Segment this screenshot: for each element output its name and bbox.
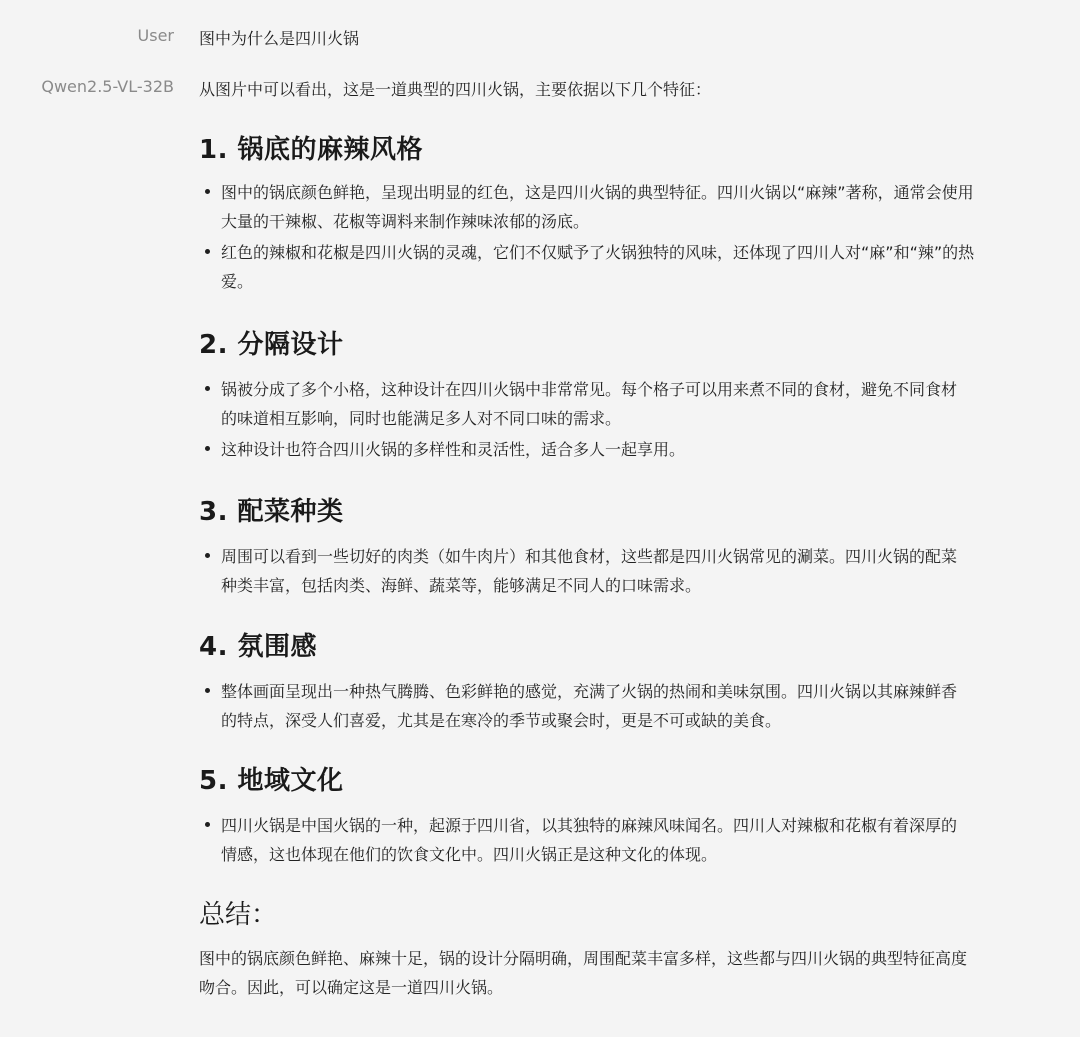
summary-paragraph — [199, 944, 1019, 1002]
bullet-line: 情感，这也体现在他们的饮食文化中。四川火锅正是这种文化的体现。 — [221, 845, 718, 864]
bullet-line: 大量的干辣椒、花椒等调料来制作辣味浓郁的汤底。 — [221, 212, 590, 231]
user-speaker-label: User — [137, 26, 174, 45]
section-heading: 5. 地域文化 — [199, 766, 344, 796]
summary-heading: 总结： — [199, 900, 278, 930]
bullet-dot — [205, 822, 210, 827]
bullet-dot — [205, 189, 210, 194]
bullet-line: 四川火锅是中国火锅的一种，起源于四川省，以其独特的麻辣风味闻名。四川人对辣椒和花椒有着深厚的 — [221, 816, 958, 835]
bullet-line: 整体画面呈现出一种热气腾腾、色彩鲜艳的感觉，充满了火锅的热闹和美味氛围。四川火锅以其麻辣鲜香 — [221, 682, 958, 701]
section-heading: 3. 配菜种类 — [199, 497, 344, 527]
bullet-line: 这种设计也符合四川火锅的多样性和灵活性，适合多人一起享用。 — [221, 440, 686, 459]
section-heading: 2. 分隔设计 — [199, 330, 344, 360]
bullet-line: 锅被分成了多个小格，这种设计在四川火锅中非常常见。每个格子可以用来煮不同的食材，避免不同食材 — [221, 380, 958, 399]
bullet-line: 的味道相互影响，同时也能满足多人对不同口味的需求。 — [221, 409, 622, 428]
bullet-line: 红色的辣椒和花椒是四川火锅的灵魂，它们不仅赋予了火锅独特的风味，还体现了四川人对“麻”和“辣”的热 — [221, 243, 975, 262]
bullet-line: 的特点，深受人们喜爱，尤其是在寒冷的季节或聚会时，更是不可或缺的美食。 — [221, 711, 782, 730]
bullet-line: 周围可以看到一些切好的肉类（如牛肉片）和其他食材，这些都是四川火锅常见的涮菜。四川火锅的配菜 — [221, 547, 958, 566]
bullet-line: 爱。 — [221, 272, 254, 291]
bullet-dot — [205, 386, 210, 391]
bullet-dot — [205, 688, 210, 693]
section-heading: 1. 锅底的麻辣风格 — [199, 135, 424, 165]
bullet-dot — [205, 553, 210, 558]
section-heading: 4. 氛围感 — [199, 632, 318, 662]
bullet-dot — [205, 249, 210, 254]
bullet-dot — [205, 446, 210, 451]
summary-line: 吻合。因此，可以确定这是一道四川火锅。 — [199, 978, 504, 997]
assistant-intro: 从图片中可以看出，这是一道典型的四川火锅，主要依据以下几个特征： — [199, 80, 712, 99]
summary-line: 图中的锅底颜色鲜艳、麻辣十足，锅的设计分隔明确，周围配菜丰富多样，这些都与四川火锅的典型特征高度 — [199, 949, 968, 968]
assistant-speaker-label: Qwen2.5-VL-32B — [41, 77, 174, 96]
bullet-line: 种类丰富，包括肉类、海鲜、蔬菜等，能够满足不同人的口味需求。 — [221, 576, 702, 595]
user-message: 图中为什么是四川火锅 — [199, 29, 360, 48]
bullet-line: 图中的锅底颜色鲜艳，呈现出明显的红色，这是四川火锅的典型特征。四川火锅以“麻辣”著称，通常会使用 — [221, 183, 974, 202]
